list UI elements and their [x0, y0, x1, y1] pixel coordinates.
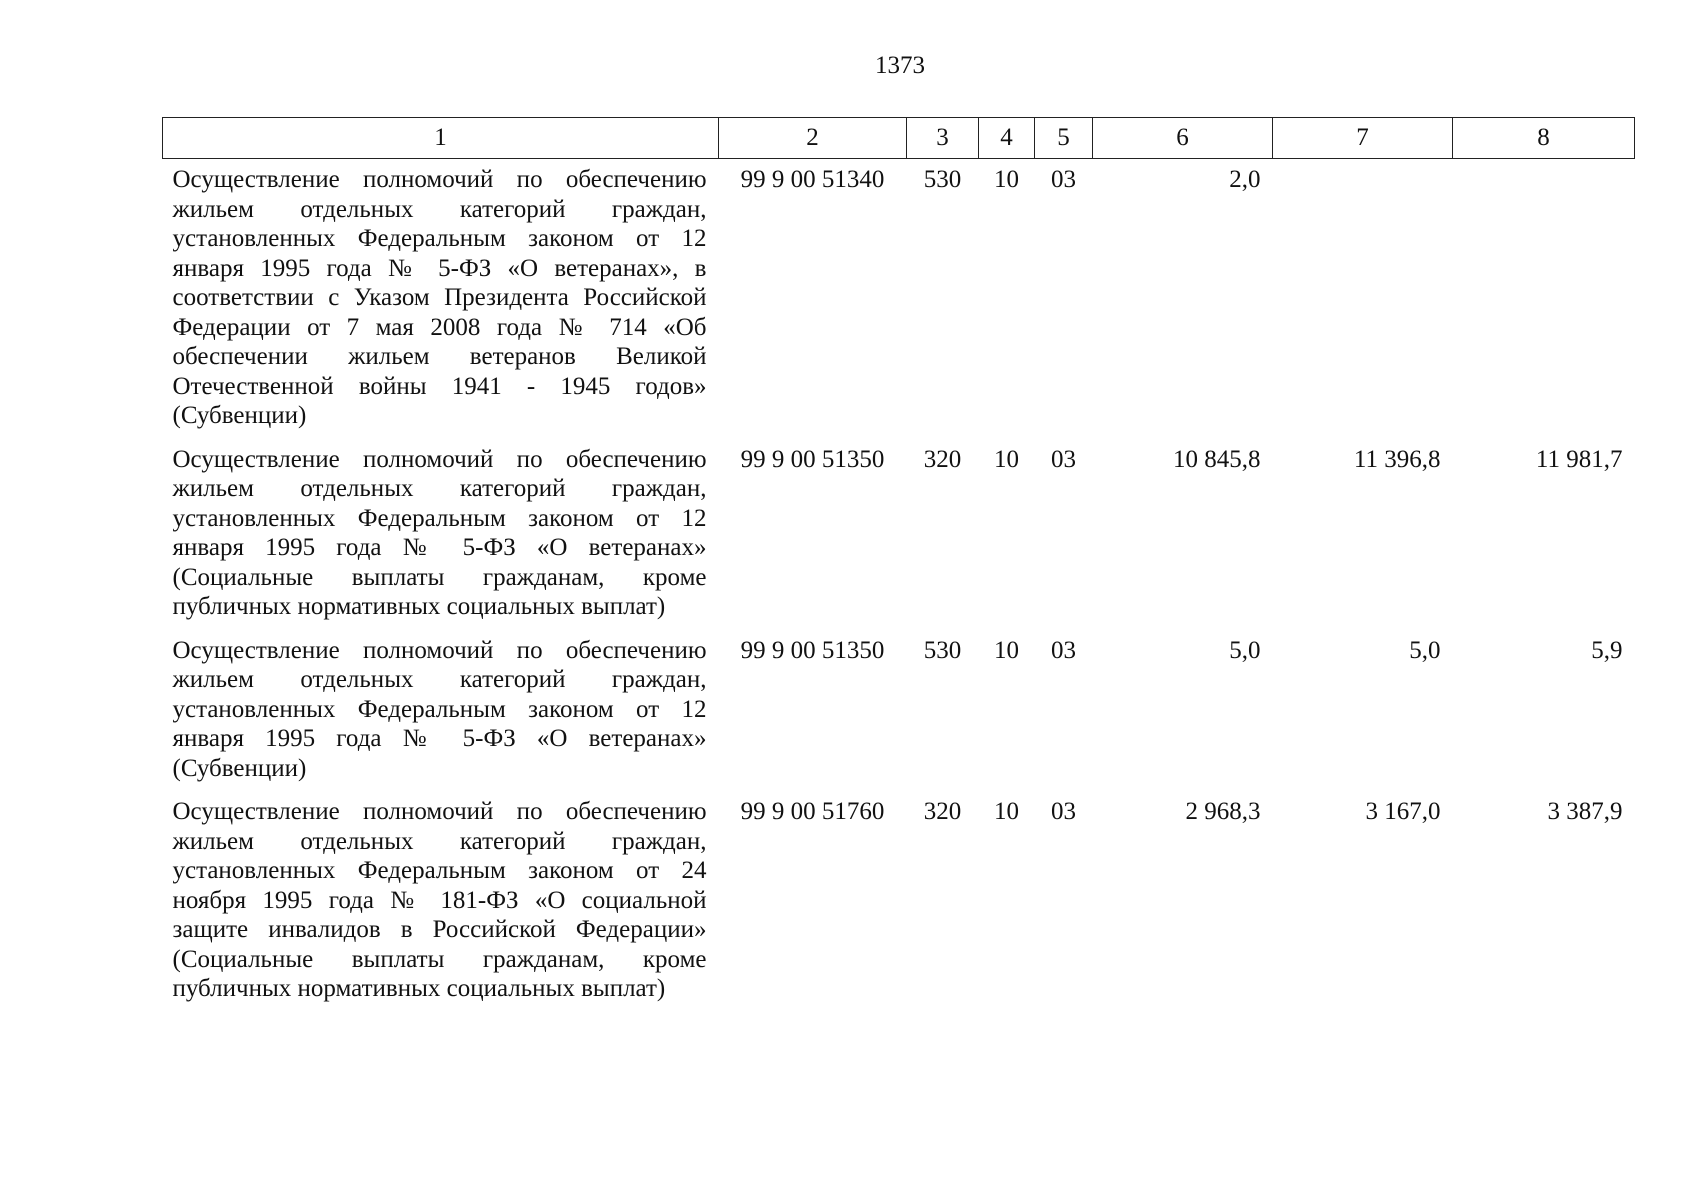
row-amount-6: 2,0 — [1229, 166, 1261, 193]
row-amount-7: 3 167,0 — [1365, 798, 1441, 825]
row-target-code: 99 9 00 51350 — [740, 445, 885, 473]
column-header-5: 5 — [1035, 118, 1093, 159]
row-section: 10 — [994, 636, 1019, 664]
row-amount-6: 2 968,3 — [1185, 798, 1261, 825]
row-subsection: 03 — [1051, 636, 1076, 664]
row-description: Осуществление полномочий по обеспечению жильем отдельных категорий граждан, установленных Федеральным законом от 12 января 1995 года № 5-ФЗ «О ветеранах» (Субвенции) — [172, 636, 707, 782]
row-expense-type: 320 — [923, 445, 962, 473]
row-expense-type: 320 — [923, 798, 962, 825]
row-target-code: 99 9 00 51340 — [740, 166, 885, 193]
table-row — [163, 630, 1635, 792]
row-target-code: 99 9 00 51350 — [740, 636, 885, 664]
row-section: 10 — [994, 798, 1019, 825]
row-subsection: 03 — [1051, 166, 1076, 193]
column-header-6: 6 — [1093, 118, 1273, 159]
row-description: Осуществление полномочий по обеспечению жильем отдельных категорий граждан, установленных Федеральным законом от 12 января 1995 года № 5-ФЗ «О ветеранах» (Социальные выплаты гражданам, кроме публичных нормативных социальных выплат) — [172, 445, 707, 620]
table-header-row — [163, 118, 1635, 159]
row-amount-8: 11 981,7 — [1535, 445, 1623, 473]
column-header-2: 2 — [719, 118, 907, 159]
row-section: 10 — [994, 166, 1019, 193]
column-header-1: 1 — [163, 118, 719, 159]
row-expense-type: 530 — [923, 166, 962, 193]
table-row — [163, 159, 1635, 439]
table-row — [163, 791, 1635, 1012]
row-amount-6: 5,0 — [1229, 636, 1261, 664]
column-header-4: 4 — [979, 118, 1035, 159]
row-target-code: 99 9 00 51760 — [740, 798, 885, 825]
row-amount-7: 5,0 — [1409, 636, 1441, 664]
row-subsection: 03 — [1051, 445, 1076, 473]
row-description: Осуществление полномочий по обеспечению жильем отдельных категорий граждан, установленных Федеральным законом от 24 ноября 1995 года № 181-ФЗ «О социальной защите инвалидов в Российской Федерации» (Социальные выплаты гражданам, кроме публичных нормативных социальных выплат) — [172, 798, 707, 1002]
row-section: 10 — [994, 445, 1019, 473]
budget-table — [162, 117, 1635, 1012]
row-expense-type: 530 — [923, 636, 962, 664]
column-header-7: 7 — [1273, 118, 1453, 159]
row-amount-8: 5,9 — [1591, 636, 1623, 664]
row-description: Осуществление полномочий по обеспечению жильем отдельных категорий граждан, установленных Федеральным законом от 12 января 1995 года № 5-ФЗ «О ветеранах», в соответствии с Указом Президента Российской Федерации от 7 мая 2008 года № 714 «Об обеспечении жильем ветеранов Великой Отечественной войны 1941 - 1945 годов» (Субвенции) — [172, 166, 707, 429]
column-header-3: 3 — [907, 118, 979, 159]
row-amount-7 — [1273, 159, 1453, 439]
row-amount-8 — [1453, 159, 1635, 439]
row-amount-8: 3 387,9 — [1547, 798, 1623, 825]
row-amount-7: 11 396,8 — [1353, 445, 1441, 473]
row-subsection: 03 — [1051, 798, 1076, 825]
table-row — [163, 439, 1635, 630]
page-number: 1373 — [875, 52, 925, 79]
column-header-8: 8 — [1453, 118, 1635, 159]
row-amount-6: 10 845,8 — [1173, 445, 1261, 473]
